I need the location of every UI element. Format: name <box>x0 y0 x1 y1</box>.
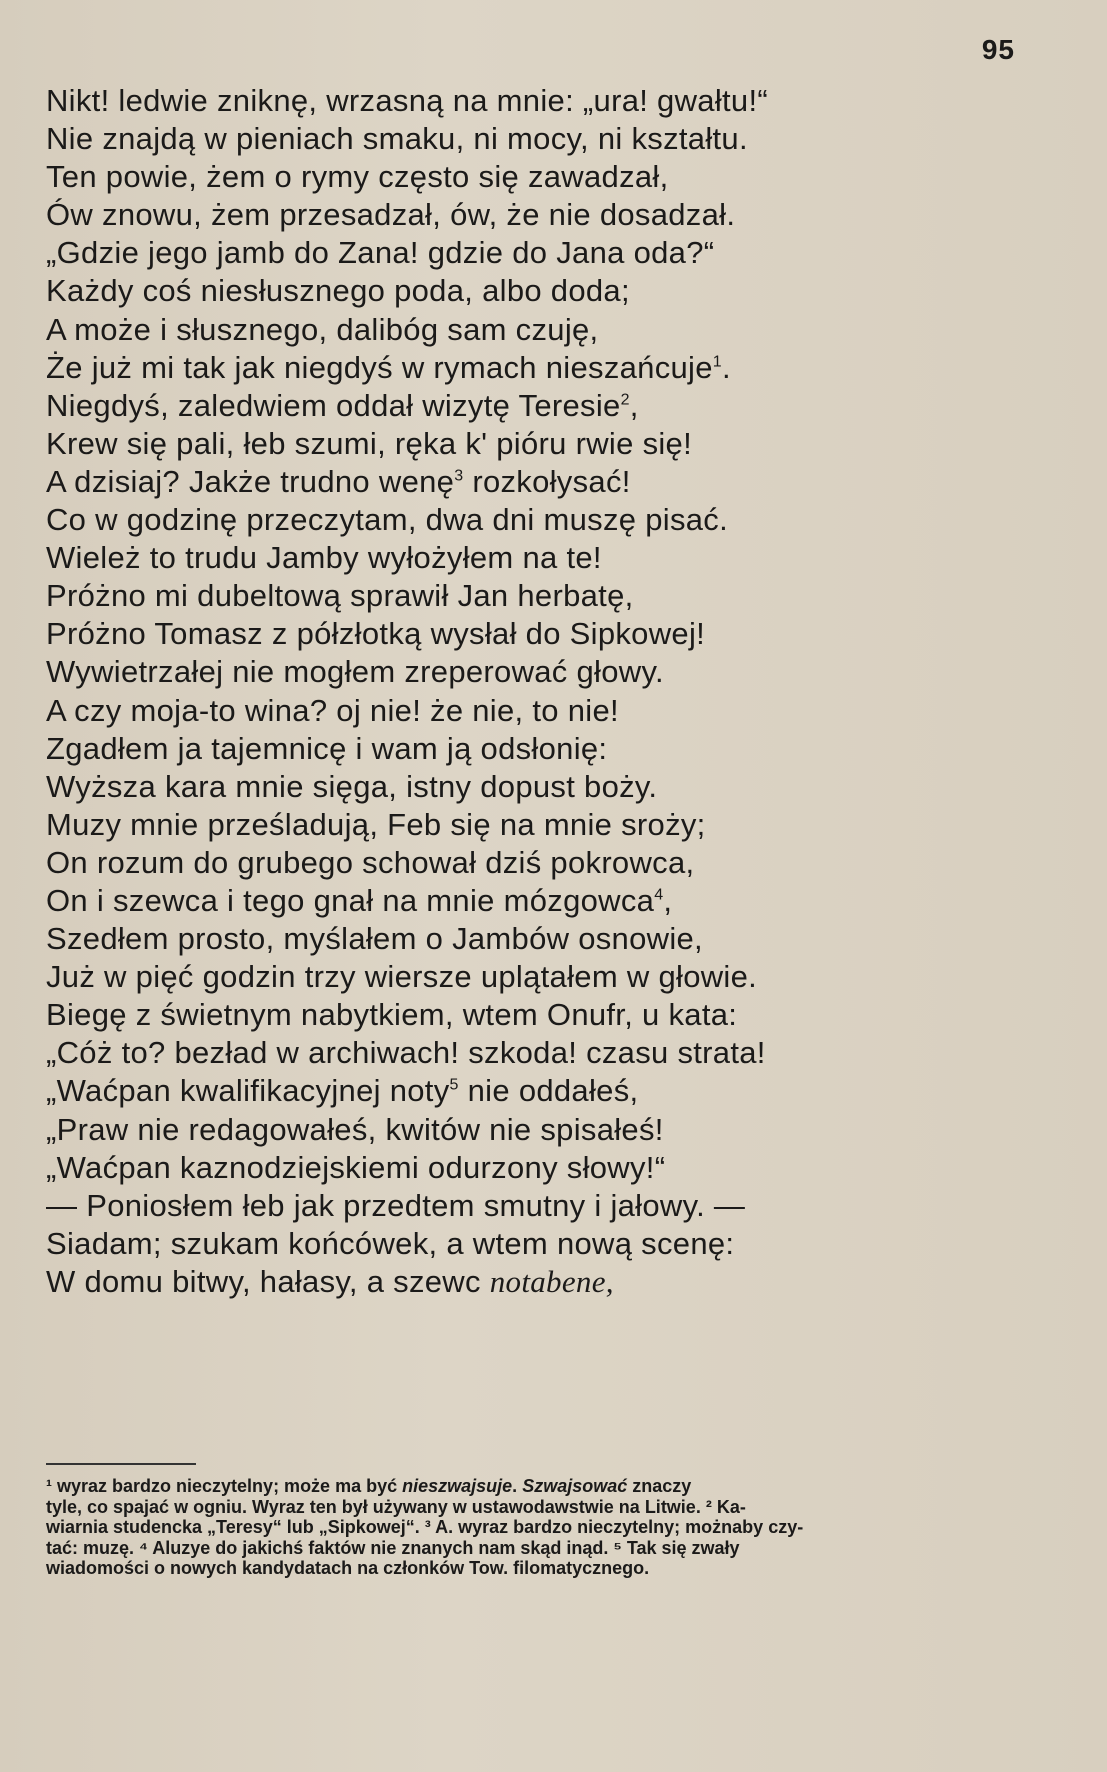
footnote-marker: 5 <box>449 1077 459 1095</box>
footnote-line: wiarnia studencka „Teresy“ lub „Sipkowej“. ³ A. wyraz bardzo nieczytelny; możnaby czy- <box>46 1517 804 1537</box>
poem-line: Muzy mnie prześladują, Feb się na mnie sroży; <box>46 806 706 842</box>
poem-line: Biegę z świetnym nabytkiem, wtem Onufr, u kata: <box>46 997 738 1033</box>
poem-line: „Cóż to? bezład w archiwach! szkoda! czasu strata! <box>46 1035 766 1071</box>
poem-line: Co w godzinę przeczytam, dwa dni muszę pisać. <box>46 502 729 538</box>
footnotes <box>46 1476 1031 1579</box>
poem-line: On i szewca i tego gnał na mnie mózgowca$^4$, <box>46 882 673 918</box>
poem-line: Wyższa kara mnie sięga, istny dopust boży. <box>46 768 658 804</box>
footnote-marker: 4 <box>654 886 664 904</box>
poem-line: A może i słusznego, dalibóg sam czuję, <box>46 311 599 347</box>
poem-line: Wieleż to trudu Jamby wyłożyłem na te! <box>46 540 602 576</box>
poem-line: „Praw nie redagowałeś, kwitów nie spisałeś! <box>46 1111 664 1147</box>
poem-line: Siadam; szukam końcówek, a wtem nową scenę: <box>46 1225 735 1261</box>
poem-line: Każdy coś niesłusznego poda, albo doda; <box>46 273 630 309</box>
poem-line: Szedłem prosto, myślałem o Jambów osnowie, <box>46 921 703 957</box>
poem-line: Ów znowu, żem przesadzał, ów, że nie dosadzał. <box>46 197 736 233</box>
poem-line: W domu bitwy, hałasy, a szewc notabene, <box>46 1263 614 1299</box>
poem-line: „Waćpan kaznodziejskiemi odurzony słowy!“ <box>46 1149 666 1185</box>
page-number: 95 <box>981 34 1015 65</box>
poem-line: Że już mi tak jak niegdyś w rymach nieszańcuje$^1$. <box>46 349 731 385</box>
poem-line: Zgadłem ja tajemnicę i wam ją odsłonię: <box>46 730 608 766</box>
poem-line: On rozum do grubego schował dziś pokrowca, <box>46 844 695 880</box>
poem-line: Wywietrzałej nie mogłem zreperować głowy. <box>46 654 664 690</box>
footnote-divider <box>46 1463 196 1465</box>
poem-line: Nikt! ledwie zniknę, wrzasną na mnie: „ura! gwałtu!“ <box>46 83 768 118</box>
poem-line: A czy moja-to wina? oj nie! że nie, to nie! <box>46 692 619 728</box>
footnote-line: wiadomości o nowych kandydatach na członków Tow. filomatycznego. <box>46 1558 650 1578</box>
footnote-line: ¹ wyraz bardzo nieczytelny; może ma być nieszwajsuje. Szwajsować znaczy <box>46 1476 692 1496</box>
footnote-line: tyle, co spajać w ogniu. Wyraz ten był używany w ustawodawstwie na Litwie. ² Ka- <box>46 1496 746 1517</box>
poem-line: Próżno mi dubeltową sprawił Jan herbatę, <box>46 578 634 614</box>
poem-line: Ten powie, żem o rymy często się zawadzał, <box>46 159 669 195</box>
poem-line: „Waćpan kwalifikacyjnej noty$^5$ nie oddałeś, <box>46 1073 639 1109</box>
poem-text <box>46 82 1026 1301</box>
poem-line: Krew się pali, łeb szumi, ręka k' pióru rwie się! <box>46 425 693 461</box>
poem-line: Już w pięć godzin trzy wiersze uplątałem w głowie. <box>46 959 758 995</box>
poem-line: Próżno Tomasz z półzłotką wysłał do Sipkowej! <box>46 616 706 652</box>
footnote-marker: 1 <box>712 353 722 371</box>
poem-line: Nie znajdą w pieniach smaku, ni mocy, ni kształtu. <box>46 121 748 157</box>
poem-line: A dzisiaj? Jakże trudno wenę$^3$ rozkołysać! <box>46 463 631 499</box>
footnote-marker: 2 <box>620 391 630 409</box>
italic-word: notabene, <box>489 1263 614 1299</box>
footnote-marker: 3 <box>454 467 464 485</box>
footnote-line: tać: muzę. ⁴ Aluzye do jakichś faktów nie znanych nam skąd inąd. ⁵ Tak się zwały <box>46 1537 740 1558</box>
poem-line: „Gdzie jego jamb do Zana! gdzie do Jana oda?“ <box>46 235 715 271</box>
poem-line: — Poniosłem łeb jak przedtem smutny i jałowy. — <box>46 1187 746 1223</box>
poem-line: Niegdyś, zaledwiem oddał wizytę Teresie$^2$, <box>46 387 639 423</box>
